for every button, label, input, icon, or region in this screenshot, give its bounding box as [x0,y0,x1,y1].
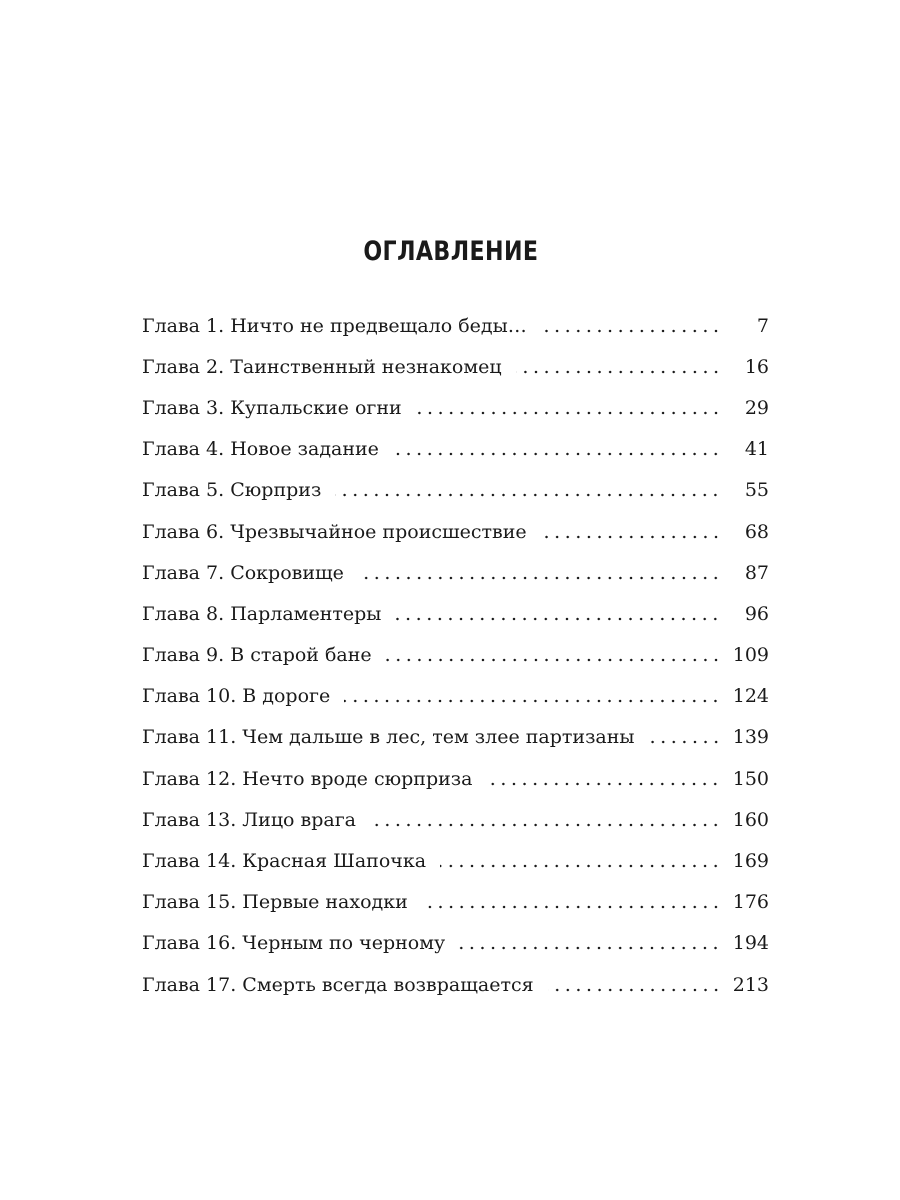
dot-leader [422,905,721,909]
toc-entry-page: 16 [744,355,769,378]
toc-entry-title: Глава 3. Купальские огни [142,396,402,419]
toc-entry-title: Глава 15. Первые находки [142,891,408,914]
dot-leader [541,535,721,539]
toc-entry-title: Глава 14. Красная Шапочка [142,850,427,873]
toc-entry-page: 213 [732,973,769,996]
toc-entry-page: 176 [732,891,769,914]
toc-entry-page: 68 [744,520,769,543]
toc-entry [142,758,769,799]
toc-entry-page: 160 [732,808,769,831]
toc-entry [142,964,769,1005]
toc-entry [142,676,769,717]
toc-entry [142,840,769,881]
toc-entry-title: Глава 2. Таинственный незнакомец [142,355,502,378]
toc-entry-title: Глава 13. Лицо врага [142,808,356,831]
toc-entry-title: Глава 16. Черным по черному [142,932,446,955]
toc-entry-page: 109 [732,644,769,667]
dot-leader [440,864,721,868]
dot-leader [459,946,721,950]
toc-entry [142,593,769,634]
toc-entry [142,552,769,593]
toc-entry [142,635,769,676]
toc-entry-page: 169 [732,850,769,873]
toc-entry-page: 124 [732,685,769,708]
toc-entry-title: Глава 10. В дороге [142,685,331,708]
dot-leader [516,370,721,374]
toc-entry-page: 194 [732,932,769,955]
toc-entry [142,511,769,552]
dot-leader [416,411,721,415]
dot-leader [358,576,721,580]
toc-entry-title: Глава 6. Чрезвычайное происшествие [142,520,527,543]
page-title: ОГЛАВЛЕНИЕ [363,236,539,267]
dot-leader [541,329,721,333]
toc-entry-title: Глава 5. Сюрприз [142,479,322,502]
toc-entry-page: 55 [744,479,769,502]
toc-entry [142,923,769,964]
dot-leader [548,988,721,992]
toc-entry-page: 87 [744,561,769,584]
dot-leader [649,740,721,744]
toc-entry-page: 7 [756,314,769,337]
toc-entry-title: Глава 17. Смерть всегда возвращается [142,973,534,996]
dot-leader [335,493,721,497]
dot-leader [386,658,721,662]
toc-entry [142,799,769,840]
toc-entry-title: Глава 7. Сокровище [142,561,344,584]
toc-entry [142,470,769,511]
toc-entry-page: 96 [744,602,769,625]
toc-entry-title: Глава 9. В старой бане [142,644,372,667]
dot-leader [395,617,721,621]
toc-entry-title: Глава 11. Чем дальше в лес, тем злее партизаны [142,726,635,749]
toc-entry [142,717,769,758]
toc-entry-page: 150 [732,767,769,790]
dot-leader [393,452,721,456]
table-of-contents [142,305,769,1005]
dot-leader [486,782,721,786]
toc-entry-title: Глава 12. Нечто вроде сюрприза [142,767,473,790]
toc-entry [142,429,769,470]
toc-entry [142,346,769,387]
toc-entry [142,882,769,923]
toc-entry-page: 41 [744,438,769,461]
toc-entry-title: Глава 4. Новое задание [142,438,379,461]
toc-entry-title: Глава 8. Парламентеры [142,602,382,625]
toc-entry-page: 29 [744,396,769,419]
toc-entry-title: Глава 1. Ничто не предвещало беды… [142,314,527,337]
dot-leader [370,823,721,827]
toc-entry [142,387,769,428]
dot-leader [344,699,721,703]
toc-entry [142,305,769,346]
toc-entry-page: 139 [732,726,769,749]
